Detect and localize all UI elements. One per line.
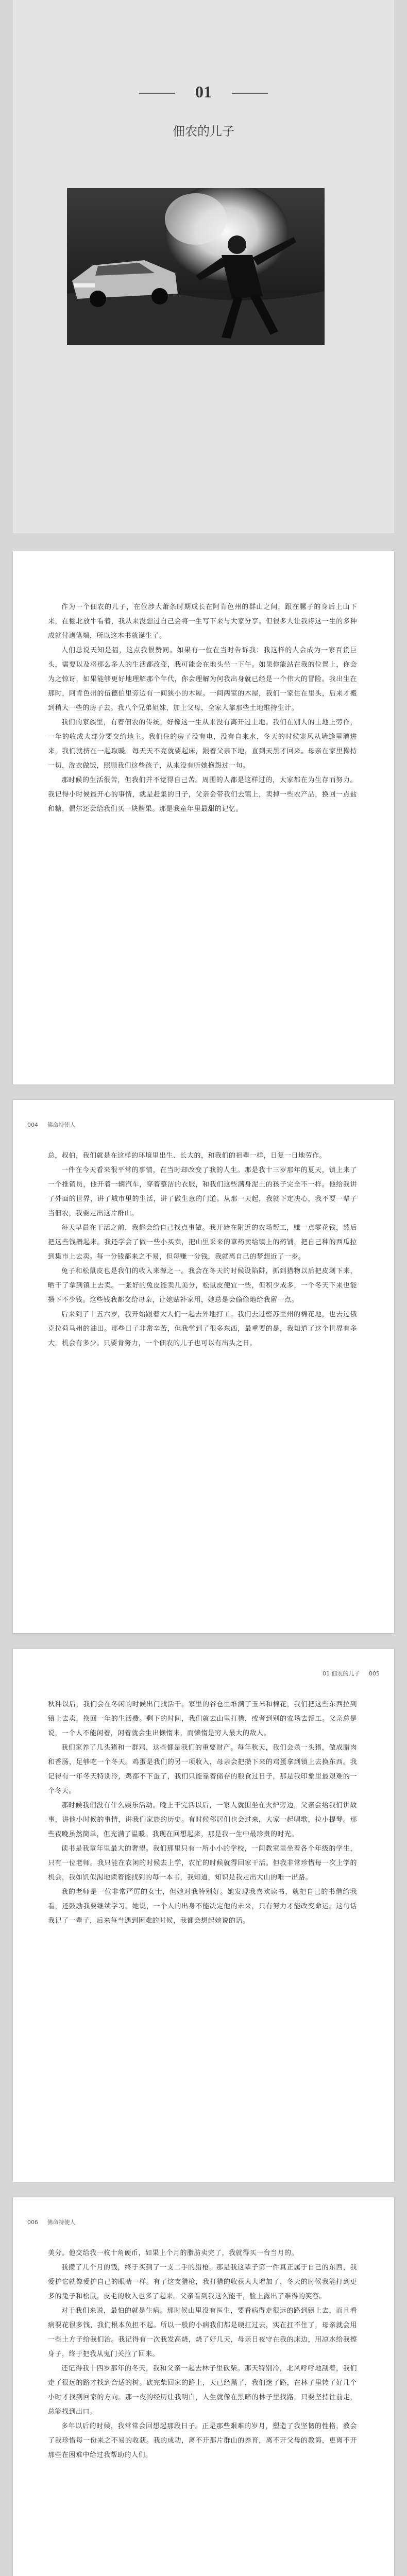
page-number: 004 <box>27 1122 38 1128</box>
paragraph: 兔子和松鼠皮也是我们的收入来源之一。我会在冬天的时候设陷阱，抓到猎物以后把皮剥下来，晒干了拿到镇上去卖。一张好的兔皮能卖几美分，松鼠皮便宜一些，但积少成多，一个冬天下来也能攒下不少钱。这些钱我都交给母亲，让她贴补家用，她总是会偷偷地给我留一点。 <box>48 1267 357 1304</box>
book-page-5 <box>13 2197 394 2576</box>
page-number: 006 <box>27 2219 38 2226</box>
book-page-3 <box>13 1100 394 1633</box>
paragraph: 读书是我童年里最大的奢望。我们那里只有一所小小的学校，一间教室里坐着各个年级的学生，只有一位老师。我只能在农闲的时候去上学，农忙的时候就得回家干活。但我非常珍惜每一次上学的机会，我如饥似渴地读着能找到的每一本书，我知道，知识是我走出大山的唯一出路。 <box>48 1845 357 1882</box>
page-body <box>48 600 357 817</box>
paragraph: 我攒了几个月的钱，终于买到了一支二手的猎枪。那是我这辈子第一件真正属于自己的东西，我爱护它就像爱护自己的眼睛一样。有了这支猎枪，我打猎的收获大大增加了，冬天的时候我能打到更多的兔子和松鼠，皮毛的收入也多了起来。父亲看到我这么能干，脸上露出了难得的笑容。 <box>48 2264 357 2300</box>
chapter-photo <box>67 188 325 345</box>
paragraph: 我的老师是一位非常严厉的女士，但她对我特别好。她发现我喜欢读书，就把自己的书借给我看，还鼓励我要继续学习。她说，一个人的出身不能决定他的未来，只有努力才能改变命运。这句话我记了一辈子，后来每当遇到困难的时候，我都会想起她说的话。 <box>48 1888 357 1925</box>
running-header <box>323 1669 380 1677</box>
paragraph: 多年以后的时候，我常常会回想起那段日子。正是那些艰难的岁月，塑造了我坚韧的性格，教会了我珍惜每一份来之不易的收获。我的成功，离不开那片群山的养育，离不开父母的教诲，更离不开那些在困难中给过我帮助的人们。 <box>48 2422 357 2459</box>
book-title: 佛命特使人 <box>47 1122 76 1128</box>
book-title: 佛命特使人 <box>47 2219 76 2226</box>
chapter-cover-page <box>13 0 394 533</box>
paragraph: 人们总说天知是福，这点我很赞同。如果有一位在当时告诉我：我这样的人会成为一家百货巨头，需要以及将那么多人的生活都改变，我可能会在地头坐一下午。如果你能站在我的位置上，你会为之惊讶，如果能够更好地理解那个年代，你会理解为何我出身就已经是一个伟大的冒险。我出生在那时，阿肯色州的伍德伯里旁边有一间狭小的木屋。一间两室的木屋，我们一家住在里头，后来才搬到稍大一些的房子去。我八个兄弟姐妹，加上父母，全家人靠那些土地维持生计。 <box>48 647 357 712</box>
paragraph: 作为一个佃农的儿子，在位涉大萧条时期成长在阿肯色州的群山之间，跟在骡子的身后上山下来，在棚北放牛看着，我从来没想过自己会将一生写下来与大家分享。但很多人让我将这一生的多种成就付诸笔端，所以这本书就诞生了。 <box>48 603 357 640</box>
paragraph: 我们的家族里，有着佃农的传统，好像这一生从来没有离开过土地。我们在别人的土地上劳作，一年的收成大部分要交给地主。我们住的房子没有电，没有自来水，冬天的时候寒风从墙缝里灌进来，我们就挤在一起取暖。每天天不亮就要起床，跟着父亲下地，直到天黑才回来。母亲在家里操持一切，洗衣做饭，照顾我们这些孩子，从来没有听她抱怨过一句。 <box>48 719 357 770</box>
page-body <box>48 1149 357 1351</box>
paragraph: 总，叔伯，我们就是在这样的环境里出生、长大的，和我们的祖辈一样，日复一日地劳作。 <box>48 1152 327 1160</box>
page-body <box>48 2246 357 2463</box>
paragraph: 那时候我们没有什么娱乐活动。晚上干完活以后，一家人就围坐在火炉旁边，父亲会给我们讲故事，讲他小时候的事情，讲我们家族的历史。有时候邻居们也会过来，大家一起唱歌，拉小提琴。那些夜晚虽然简单，但充满了温暖。我现在回想起来，那是我一生中最珍贵的时光。 <box>48 1802 357 1838</box>
book-page-2 <box>13 551 394 1084</box>
running-header <box>27 1121 76 1129</box>
running-header <box>27 2218 76 2226</box>
paragraph: 一件在今天看来很平常的事情，在当时却改变了我的人生。那是我十三岁那年的夏天，镇上来了一个推销员，他开着一辆汽车，穿着整洁的衣服，和我们这些满身泥土的孩子完全不一样。他给我讲了外面的世界，讲了城市里的生活，讲了做生意的门道。从那一天起，我就下定决心，我不要一辈子当佃农，我要走出这片群山。 <box>48 1166 357 1217</box>
chapter-header-title: 01 佃农的儿子 <box>323 1670 360 1677</box>
paragraph: 秋种以后，我们会在冬闲的时候出门找活干。家里的谷仓里堆满了玉米和棉花，我们把这些东西拉到镇上去卖，换回一年的生活费。剩下的时间，我们就去山里打猎，或者到别的农场去帮工。父亲总是说，一个人不能闲着，闲着就会生出懒惰来，而懒惰是穷人最大的敌人。 <box>48 1701 357 1737</box>
paragraph: 那时候的生活很苦，但我们并不觉得自己苦。周围的人都是这样过的，大家都在为生存而努力。我记得小时候最开心的事情，就是赶集的日子，父亲会带我们去镇上，卖掉一些农产品，换回一点盐和糖，偶尔还会给我们买一块糖果。那是我童年里最甜的记忆。 <box>48 776 357 813</box>
paragraph: 我们家养了几头猪和一群鸡，这些都是我们的重要财产。每年秋天，我们会杀一头猪，做成腊肉和香肠，足够吃一个冬天。鸡蛋是我们的另一项收入，母亲会把攒下来的鸡蛋拿到镇上去换东西。我记得有一年冬天特别冷，鸡都不下蛋了，我们只能靠着储存的粮食过日子，那是我印象里最艰难的一个冬天。 <box>48 1744 357 1795</box>
page-body <box>48 1698 357 1928</box>
page-number: 005 <box>369 1670 380 1677</box>
paragraph: 对于我们来说，最怕的就是生病。那时候山里没有医生，要看病得走很远的路到镇上去，而且看病要花很多钱，我们根本负担不起。所以一般的小病我们都是硬扛过去，实在扛不住了，母亲就会用一些土方子给我们治。我记得有一次我发高烧，烧了好几天，母亲日夜守在我的床边，用凉水给我擦身子，终于把我从鬼门关拉了回来。 <box>48 2307 357 2358</box>
chapter-rule-right <box>232 93 268 94</box>
chapter-title: 佃农的儿子 <box>173 124 234 139</box>
paragraph: 每天早晨在干活之前，我都会给自己找点事做。我开始在附近的农场帮工，赚一点零花钱，然后把这些钱攒起来。我还学会了做一些小买卖，把山里采来的草药卖给镇上的药铺，把自己种的西瓜拉到集市上去卖。每一分钱都来之不易，但每赚一分钱，我就离自己的梦想近了一步。 <box>48 1224 357 1261</box>
paragraph: 后来到了十五六岁，我开始跟着大人们一起去外地打工。我们去过密苏里州的棉花地，也去过俄克拉荷马州的油田。那些日子非常辛苦，但我学到了很多东西，最重要的是，我知道了这个世界有多大，机会有多少。只要肯努力，一个佃农的儿子也可以有出头之日。 <box>48 1311 357 1347</box>
paragraph: 还记得我十四岁那年的冬天，我和父亲一起去林子里砍柴。那天特别冷，北风呼呼地刮着，我们走了很远的路才找到合适的树。砍完柴回家的路上，天已经黑了，我们迷了路，在林子里转了好几个小时才找到回家的方向。那一夜的经历让我明白，人生就像在黑暗的林子里找路，只要坚持往前走，总能找到出口。 <box>48 2365 357 2416</box>
paragraph: 美分。他交给我一枚十角硬币，如果上个月的脂肪卖完了，我就得买一台当月的。 <box>48 2249 299 2257</box>
chapter-number: 01 <box>195 82 212 101</box>
book-page-4 <box>13 1649 394 2182</box>
